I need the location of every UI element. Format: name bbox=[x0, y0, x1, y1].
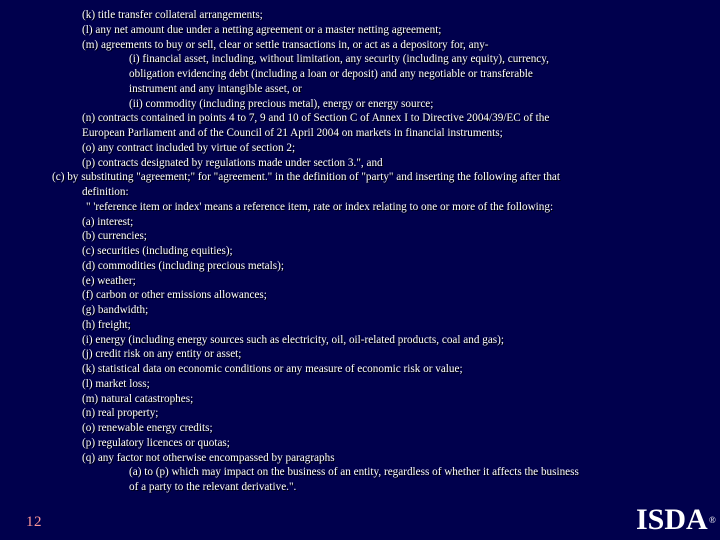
text-line: (k) title transfer collateral arrangements; bbox=[82, 9, 263, 21]
text-line: (k) statistical data on economic conditions or any measure of economic risk or value; bbox=[82, 363, 463, 375]
text-line: (f) carbon or other emissions allowances; bbox=[82, 289, 267, 302]
text-line: (g) bandwidth; bbox=[82, 304, 149, 316]
text-line: instrument and any intangible asset, or bbox=[129, 82, 302, 95]
text-line: (a) interest; bbox=[82, 215, 134, 228]
text-line: (l) market loss; bbox=[82, 377, 150, 390]
text-line: (o) renewable energy credits; bbox=[82, 422, 213, 434]
text-line: " 'reference item or index' means a reference item, rate or index relating to one or more of the following: bbox=[86, 200, 554, 213]
text-line: obligation evidencing debt (including a loan or deposit) and any negotiable or transferable bbox=[129, 68, 533, 80]
registered-mark: ® bbox=[709, 515, 716, 525]
text-line: (c) securities (including equities); bbox=[82, 245, 233, 257]
text-line: (c) by substituting "agreement;" for "agreement." in the definition of "party" and inserting the following after that bbox=[52, 171, 561, 184]
text-line: (m) natural catastrophes; bbox=[82, 392, 194, 405]
text-line: (e) weather; bbox=[82, 274, 136, 287]
text-line: (n) contracts contained in points 4 to 7, 9 and 10 of Section C of Annex I to Directive 2004/39/EC of the bbox=[82, 112, 550, 125]
text-line: (a) to (p) which may impact on the business of an entity, regardless of whether it affects the business bbox=[129, 466, 579, 479]
text-line: European Parliament and of the Council of 21 April 2004 on markets in financial instruments; bbox=[82, 127, 503, 139]
page-number: 12 bbox=[26, 514, 42, 530]
text-line: (n) real property; bbox=[82, 407, 159, 420]
text-line: (o) any contract included by virtue of section 2; bbox=[82, 141, 296, 154]
text-line: definition: bbox=[82, 186, 129, 198]
text-line: (d) commodities (including precious metals); bbox=[82, 259, 284, 272]
text-line: (i) energy (including energy sources such as electricity, oil, oil-related products, coal and gas); bbox=[82, 333, 504, 346]
text-line: (j) credit risk on any entity or asset; bbox=[82, 348, 242, 361]
text-line: of a party to the relevant derivative.". bbox=[129, 481, 297, 493]
text-line: (h) freight; bbox=[82, 318, 131, 331]
text-line: (b) currencies; bbox=[82, 230, 147, 243]
text-line: (i) financial asset, including, without limitation, any security (including any equity), currency, bbox=[129, 53, 549, 66]
text-line: (p) regulatory licences or quotas; bbox=[82, 436, 230, 449]
text-line: (l) any net amount due under a netting agreement or a master netting agreement; bbox=[82, 23, 442, 36]
text-line: (ii) commodity (including precious metal), energy or energy source; bbox=[129, 97, 434, 110]
text-line: (m) agreements to buy or sell, clear or settle transactions in, or act as a depository for, any- bbox=[82, 38, 489, 51]
isda-logo: ISDA bbox=[636, 503, 708, 536]
text-line: (q) any factor not otherwise encompassed by paragraphs bbox=[82, 451, 335, 464]
text-line: (p) contracts designated by regulations made under section 3.", and bbox=[82, 156, 383, 169]
